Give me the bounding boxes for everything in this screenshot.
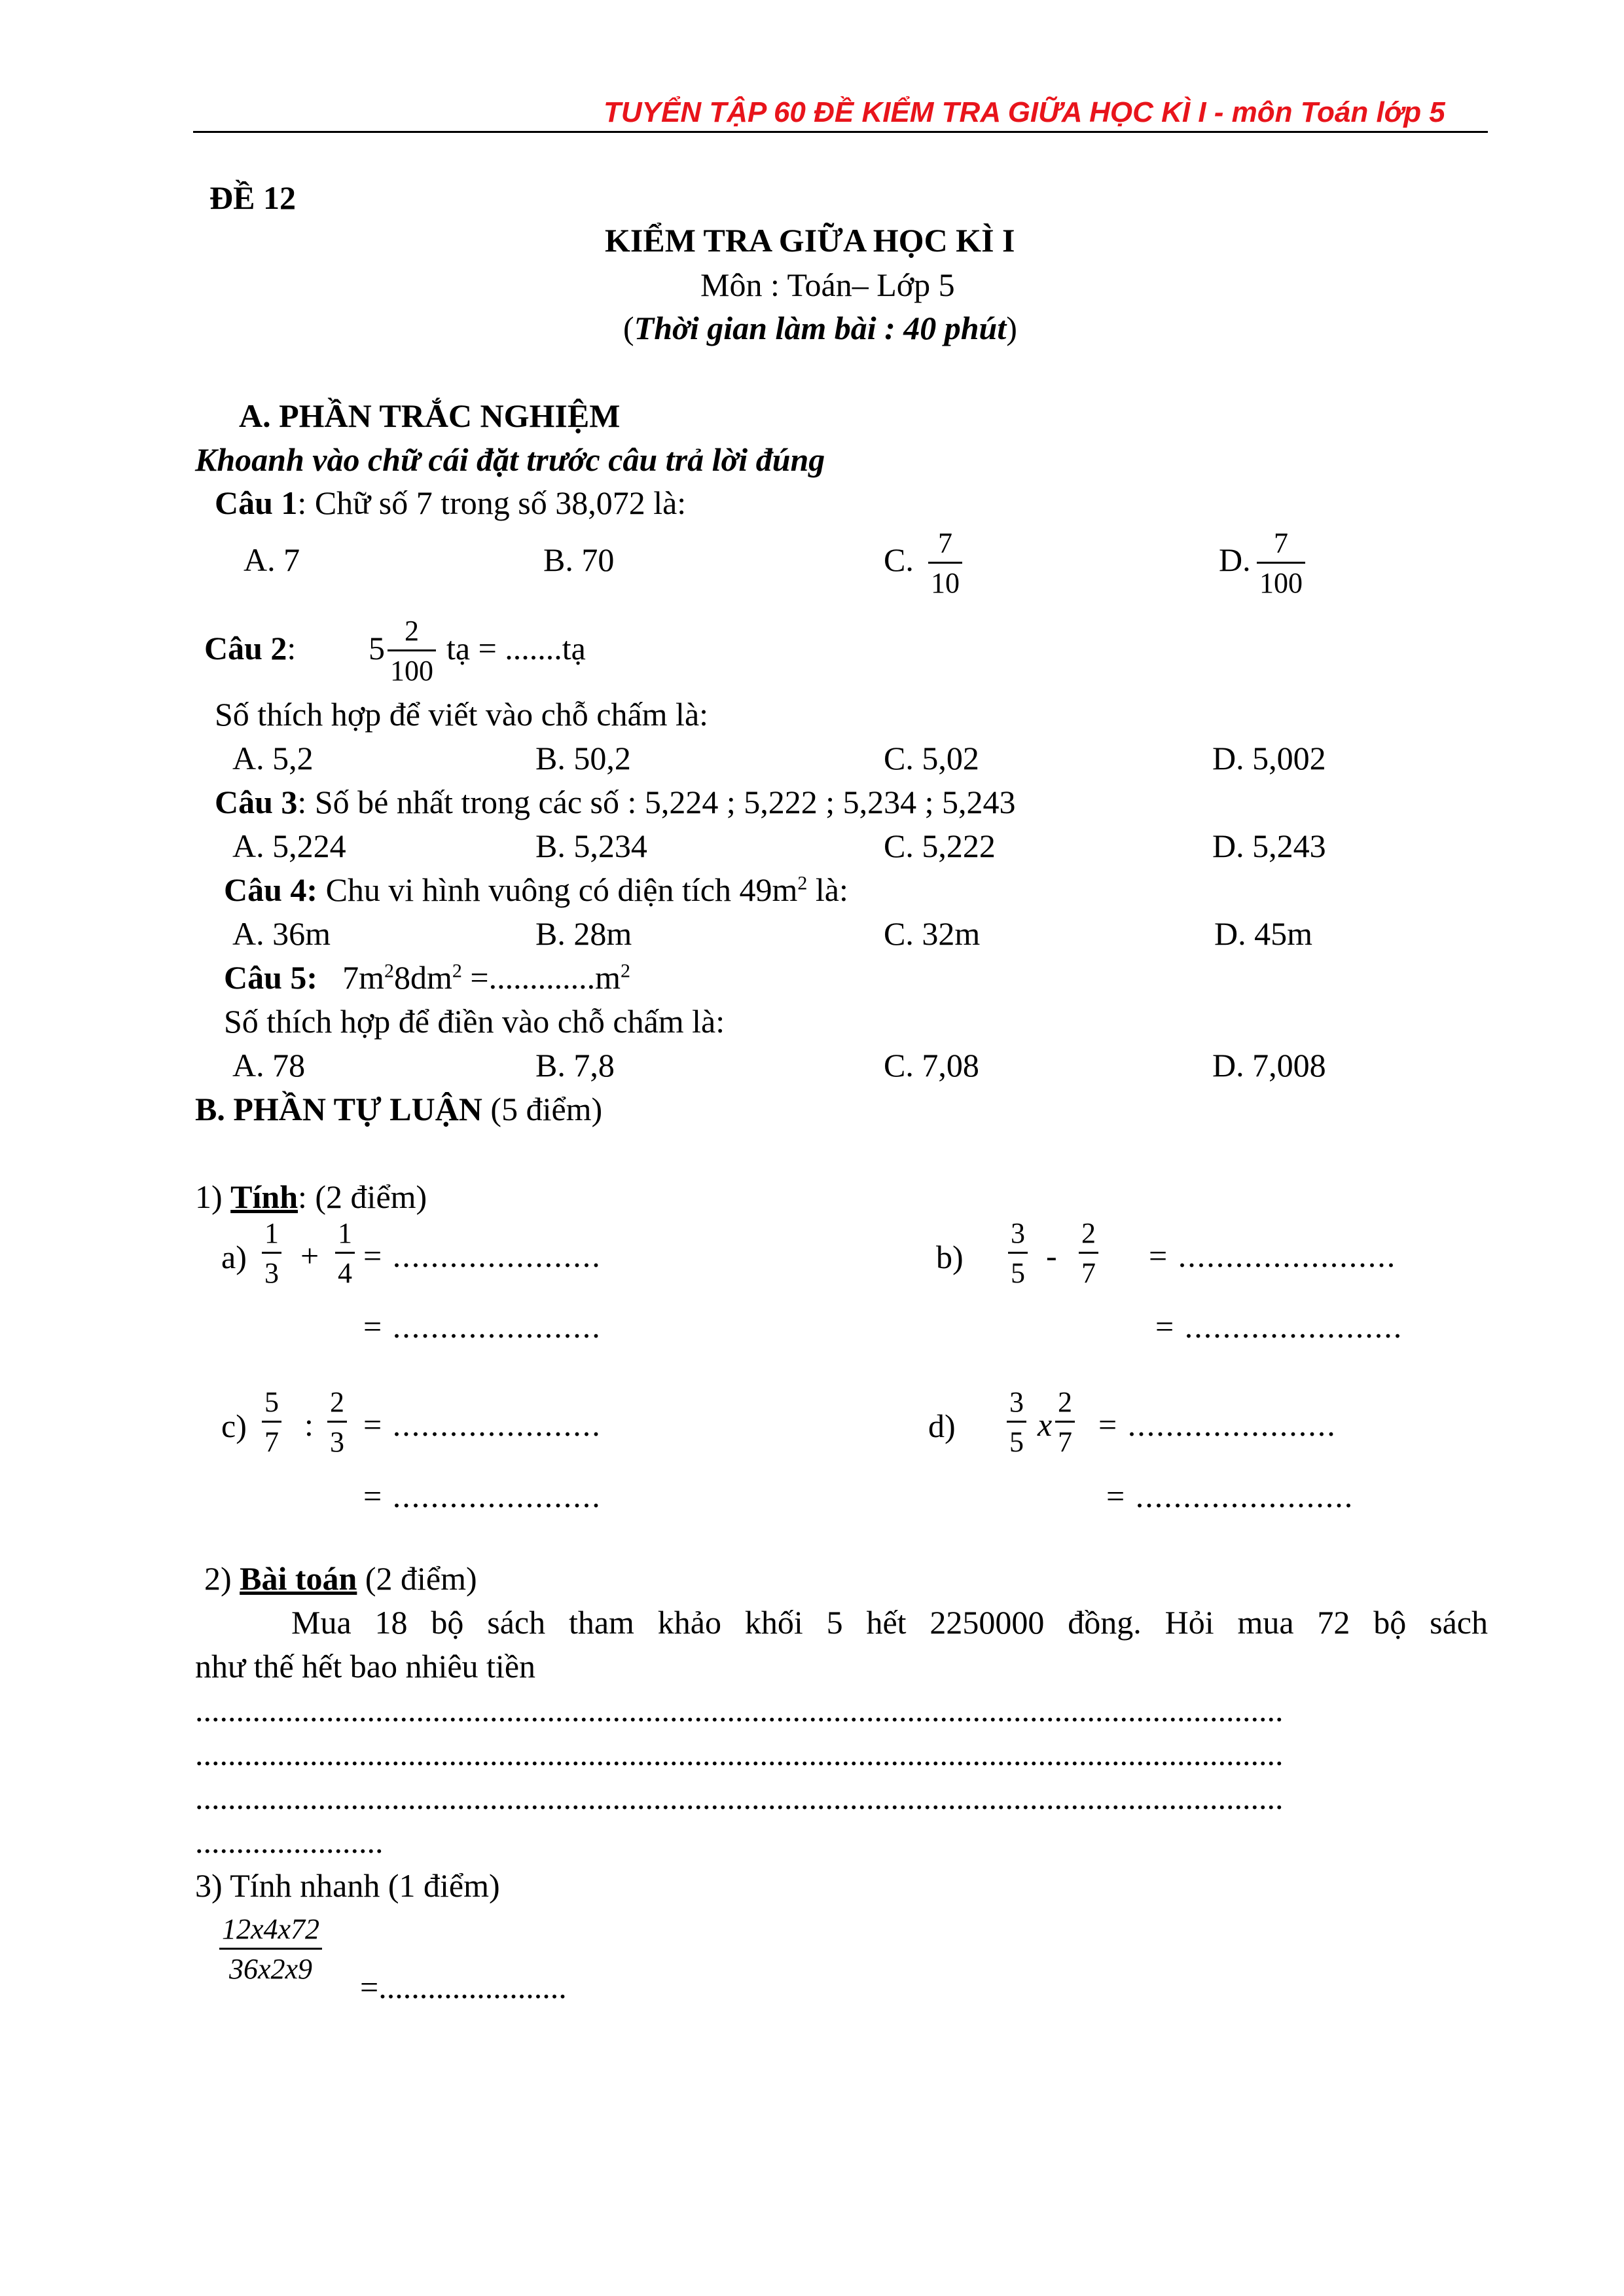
- ex1c-fraction-2: [327, 1388, 347, 1457]
- q3-text: : Số bé nhất trong các số : 5,224 ; 5,222 ; 5,234 ; 5,243: [297, 784, 1016, 820]
- q3-option-c: C. 5,222: [884, 828, 996, 864]
- ex1d-label: d): [928, 1408, 956, 1444]
- part-b-points: (5 điểm): [482, 1091, 603, 1127]
- ex1b-den-1: 5: [1008, 1252, 1028, 1288]
- q4-text-post: là:: [807, 871, 848, 908]
- q5-option-a: A. 78: [232, 1047, 306, 1084]
- ex1d-fraction-2: [1055, 1388, 1075, 1457]
- q1-option-a: A. 7: [244, 541, 300, 578]
- ex1c-operator: :: [304, 1406, 314, 1443]
- ex2-problem-line-1: Mua 18 bộ sách tham khảo khối 5 hết 2250000 đồng. Hỏi mua 72 bộ sách: [291, 1604, 1488, 1641]
- part-b-heading-line: [195, 1093, 602, 1125]
- ex1b-operator: -: [1046, 1237, 1057, 1274]
- ex1b-num-1: 3: [1011, 1217, 1025, 1249]
- ex3-numerator: 12x4x72: [222, 1913, 320, 1945]
- q2-numerator: 2: [405, 615, 419, 647]
- ex3-denominator: 36x2x9: [219, 1948, 322, 1984]
- ex1b-fraction-1: [1008, 1219, 1028, 1288]
- q1-option-c-prefix: C.: [884, 541, 914, 578]
- ex1a-den-2: 4: [335, 1252, 355, 1288]
- q2-label: [204, 632, 296, 665]
- header-rule: [193, 131, 1488, 133]
- q2-option-c: C. 5,02: [884, 740, 979, 776]
- q4-option-a: A. 36m: [232, 915, 331, 952]
- ex1a-answer-1: = ......................: [363, 1237, 602, 1274]
- q2-option-a: A. 5,2: [232, 740, 314, 776]
- ex3-heading: 3) Tính nhanh (1 điểm): [195, 1867, 500, 1904]
- ex1-label: Tính: [230, 1178, 298, 1215]
- ex3-answer: =.......................: [360, 1969, 567, 2005]
- q5-option-d: D. 7,008: [1212, 1047, 1326, 1084]
- q3-option-a: A. 5,224: [232, 828, 346, 864]
- q1-option-d-prefix: D.: [1219, 541, 1251, 578]
- ex1a-num-1: 1: [264, 1217, 279, 1249]
- ex1c-answer-1: = ......................: [363, 1406, 602, 1443]
- q3-stem: [215, 786, 1016, 818]
- q2-expression-rest: tạ = .......tạ: [446, 630, 586, 666]
- ex1a-num-2: 1: [338, 1217, 352, 1249]
- q5-term-3: =.............m: [461, 959, 621, 996]
- ex1d-fraction-1: [1007, 1388, 1026, 1457]
- q5-term-1: 7m: [342, 959, 384, 996]
- q1-c-numerator: 7: [938, 527, 952, 559]
- ex1c-den-2: 3: [327, 1421, 347, 1457]
- ex2-points: (2 điểm): [357, 1560, 477, 1597]
- q5-term-2: 8dm: [393, 959, 452, 996]
- ex1b-fraction-2: [1079, 1219, 1098, 1288]
- ex1-points: : (2 điểm): [298, 1178, 427, 1215]
- ex1b-label: b): [936, 1239, 964, 1275]
- q4-stem: [224, 873, 848, 906]
- ex1-heading: [195, 1180, 427, 1213]
- ex1b-answer-1: = .......................: [1149, 1237, 1397, 1274]
- ex1d-den-1: 5: [1007, 1421, 1026, 1457]
- q2-option-d: D. 5,002: [1212, 740, 1326, 776]
- q1-d-numerator: 7: [1274, 527, 1288, 559]
- q1-d-denominator: 100: [1257, 562, 1305, 598]
- q3-label: Câu 3: [215, 784, 298, 820]
- q5-option-c: C. 7,08: [884, 1047, 979, 1084]
- part-a-instruction: Khoanh vào chữ cái đặt trước câu trả lời đúng: [195, 441, 825, 478]
- q4-label: Câu 4:: [224, 871, 318, 908]
- q1-text: : Chữ số 7 trong số 38,072 là:: [297, 484, 687, 521]
- ex1c-label: c): [221, 1408, 247, 1444]
- q4-text-pre: Chu vi hình vuông có diện tích 49m: [317, 871, 798, 908]
- ex2-answer-line-3: .....................................................................................................................................: [195, 1781, 1284, 1814]
- ex1-number: 1): [195, 1178, 231, 1215]
- ex2-number: 2): [204, 1560, 240, 1597]
- q4-option-d: D. 45m: [1214, 915, 1312, 952]
- q1-label: Câu 1: [215, 484, 298, 521]
- q2-prompt: Số thích hợp để viết vào chỗ chấm là:: [215, 696, 709, 733]
- ex1a-fraction-1: [262, 1219, 281, 1288]
- q1-option-c-fraction: [928, 529, 962, 598]
- exam-time: (Thời gian làm bài : 40 phút): [623, 310, 1017, 346]
- ex1c-den-1: 7: [262, 1421, 281, 1457]
- q5-stem: [224, 961, 630, 994]
- ex1b-den-2: 7: [1079, 1252, 1098, 1288]
- q5-sup-2: 2: [452, 960, 462, 982]
- ex1a-label: a): [221, 1239, 247, 1275]
- ex1a-fraction-2: [335, 1219, 355, 1288]
- q2-whole: 5: [369, 630, 385, 666]
- exam-code: ĐỀ 12: [209, 179, 296, 216]
- q5-label: Câu 5:: [224, 959, 318, 996]
- ex2-answer-line-2: .....................................................................................................................................: [195, 1738, 1284, 1770]
- ex2-heading: [204, 1562, 477, 1595]
- exam-time-text: Thời gian làm bài : 40 phút: [634, 310, 1007, 346]
- q5-option-b: B. 7,8: [535, 1047, 615, 1084]
- ex1a-den-1: 3: [262, 1252, 281, 1288]
- ex1d-den-2: 7: [1055, 1421, 1075, 1457]
- running-header: TUYỂN TẬP 60 ĐỀ KIỂM TRA GIỮA HỌC KÌ I - môn Toán lớp 5: [604, 96, 1445, 128]
- q4-option-b: B. 28m: [535, 915, 632, 952]
- ex1d-answer-2: = .......................: [1106, 1478, 1354, 1514]
- ex1b-answer-2: = .......................: [1155, 1308, 1403, 1345]
- q4-option-c: C. 32m: [884, 915, 981, 952]
- exam-subject: Môn : Toán– Lớp 5: [700, 266, 955, 303]
- ex1c-fraction-1: [262, 1388, 281, 1457]
- ex1c-num-1: 5: [264, 1386, 279, 1418]
- q1-c-denominator: 10: [928, 562, 962, 598]
- ex1d-num-2: 2: [1058, 1386, 1072, 1418]
- exam-title: KIỂM TRA GIỮA HỌC KÌ I: [605, 222, 1015, 259]
- ex1b-num-2: 2: [1081, 1217, 1096, 1249]
- q1-option-b: B. 70: [543, 541, 615, 578]
- q2-denominator: 100: [388, 649, 436, 685]
- ex2-label: Bài toán: [240, 1560, 357, 1597]
- q2-fraction: [388, 617, 436, 685]
- ex2-answer-line-4: .......................: [195, 1823, 384, 1860]
- part-b-heading: B. PHẦN TỰ LUẬN: [195, 1091, 482, 1127]
- ex1d-num-1: 3: [1009, 1386, 1024, 1418]
- ex1a-operator: +: [300, 1237, 319, 1274]
- q4-superscript: 2: [797, 872, 808, 894]
- q5-sup-3: 2: [620, 960, 630, 982]
- q3-option-d: D. 5,243: [1212, 828, 1326, 864]
- q5-sup-1: 2: [384, 960, 394, 982]
- q3-option-b: B. 5,234: [535, 828, 647, 864]
- ex1c-answer-2: = ......................: [363, 1478, 602, 1514]
- q2-label-text: Câu 2: [204, 630, 287, 666]
- q1-option-d-fraction: [1257, 529, 1305, 598]
- q5-prompt: Số thích hợp để điền vào chỗ chấm là:: [224, 1003, 725, 1040]
- q1-stem: [215, 486, 686, 519]
- ex1d-operator: x: [1038, 1406, 1053, 1443]
- ex2-answer-line-1: .....................................................................................................................................: [195, 1694, 1284, 1726]
- q2-option-b: B. 50,2: [535, 740, 631, 776]
- q2-colon: :: [287, 630, 297, 666]
- ex3-fraction: [219, 1915, 322, 1984]
- part-a-heading: A. PHẦN TRẮC NGHIỆM: [239, 397, 621, 434]
- ex2-problem-line-2: như thế hết bao nhiêu tiền: [195, 1648, 536, 1685]
- ex1c-num-2: 2: [330, 1386, 344, 1418]
- ex1d-answer-1: = ......................: [1098, 1406, 1337, 1443]
- ex1a-answer-2: = ......................: [363, 1308, 602, 1345]
